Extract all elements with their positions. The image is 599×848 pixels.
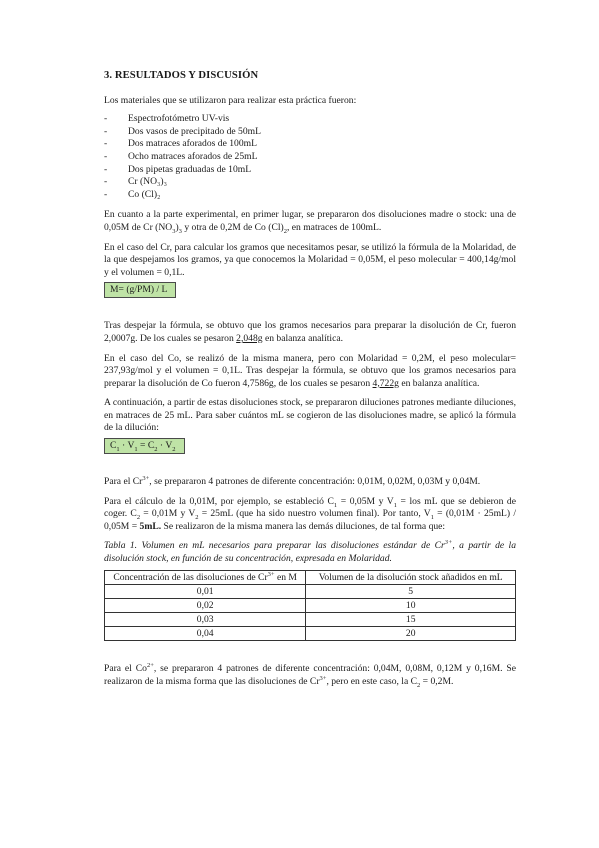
cell-volume: 5 [306,585,516,599]
molarity-formula: M= (g/PM) / L [104,282,176,298]
cell-concentration: 0,01 [105,585,306,599]
list-item: - Cr (NO₃)₃ [104,176,516,189]
dilution-paragraph: A continuación, a partir de estas disoluciones stock, se prepararon diluciones patrones mediante diluciones, en matraces de 25 mL. Para saber cuántos mL se cogieron de las disoluciones madre, se aplicó la fórmula de la dilución: [104,397,516,434]
table-row [105,613,516,627]
list-item: - Espectrofotómetro UV-vis [104,113,516,126]
document-page [104,70,516,688]
co2-paragraph: Para el $Co^{2+}$, se prepararon 4 patrones de diferente concentración: 0,04M, 0,08M, 0,12M y 0,16M. Se realizaron de la misma forma que las disoluciones de $Cr^{3+}$, pero en este caso, la $C_2 = 0,2M$. [104,661,517,689]
list-item: - Co (Cl)₂ [104,189,516,202]
cr-weight-paragraph: Tras despejar la fórmula, se obtuvo que los gramos necesarios para preparar la disolución de Cr, fueron 2,0007g. De los cuales se pesaron 2,048g en balanza analítica. [104,320,516,344]
experimental-paragraph: En cuanto a la parte experimental, en primer lugar, se prepararon dos disoluciones madre o stock: una de 0,05M de Cr $(NO_3)_3$ y otra de 0,2M de Co $(Cl)_2$, en matraces de 100mL. [104,209,516,235]
table-caption: Tabla 1. Volumen en mL necesarios para preparar las disoluciones estándar de $Cr^{3+}$, a partir de la disolución stock, en función de su concentración, expresada en Molaridad. [104,539,516,565]
materials-list [104,113,516,201]
table-row [105,599,516,613]
column-header-concentration: Concentración de las disoluciones de $Cr^{3+}$ en M [105,570,306,585]
table-header-row [105,570,516,585]
table-row [105,585,516,599]
calculation-paragraph: Para el cálculo de la 0,01M, por ejemplo, se estableció $C_1 = 0,05M$ y $V_1$ = los mL que se debieron de coger. $C_2 = 0,01M$ y $V_2 = 25mL$ (que ha sido nuestro volumen final). Por tanto, $V_1 = (0,01M \cdot 25mL) / 0,05M = 5mL$. Se realizaron de la misma manera las demás diluciones, de tal forma que: [104,495,516,532]
cr-paragraph: En el caso del Cr, para calcular los gramos que necesitamos pesar, se utilizó la fórmula de la Molaridad, de la que despejamos los gramos, ya que conocemos la Molaridad = 0,05M, el peso molecular = 400,14g/mol y el volumen = 0,1L. [104,241,516,278]
list-item: - Dos matraces aforados de 100mL [104,138,516,151]
cell-concentration: 0,02 [105,599,306,613]
dilution-formula: $C_1 \cdot V_1 = C_2 \cdot V_2$ [104,438,185,454]
list-item: - Dos pipetas graduadas de 10mL [104,164,516,177]
column-header-volume: Volumen de la disolución stock añadidos en mL [306,570,516,585]
table-row [105,627,516,641]
list-item: - Dos vasos de precipitado de 50mL [104,126,516,139]
section-heading: 3. RESULTADOS Y DISCUSIÓN [104,70,259,81]
list-item: - Ocho matraces aforados de 25mL [104,151,516,164]
cell-volume: 10 [306,599,516,613]
co-paragraph: En el caso del Co, se realizó de la misma manera, pero con Molaridad = 0,2M, el peso molecular= 237,93g/mol y el volumen = 0,1L. Tras despejar la fórmula, se obtuvo que los gramos necesarios para preparar la disolución de Co fueron 4,7586g, de los cuales se pesaron 4,722g en balanza analítica. [104,352,516,389]
materials-intro: Los materiales que se utilizaron para realizar esta práctica fueron: [104,94,357,106]
dilution-table [104,570,516,642]
cell-volume: 15 [306,613,516,627]
cr3-paragraph: Para el $Cr^{3+}$, se prepararon 4 patrones de diferente concentración: 0,01M, 0,02M, 0,03M y 0,04M. [104,474,481,488]
cell-concentration: 0,04 [105,627,306,641]
cell-concentration: 0,03 [105,613,306,627]
cell-volume: 20 [306,627,516,641]
